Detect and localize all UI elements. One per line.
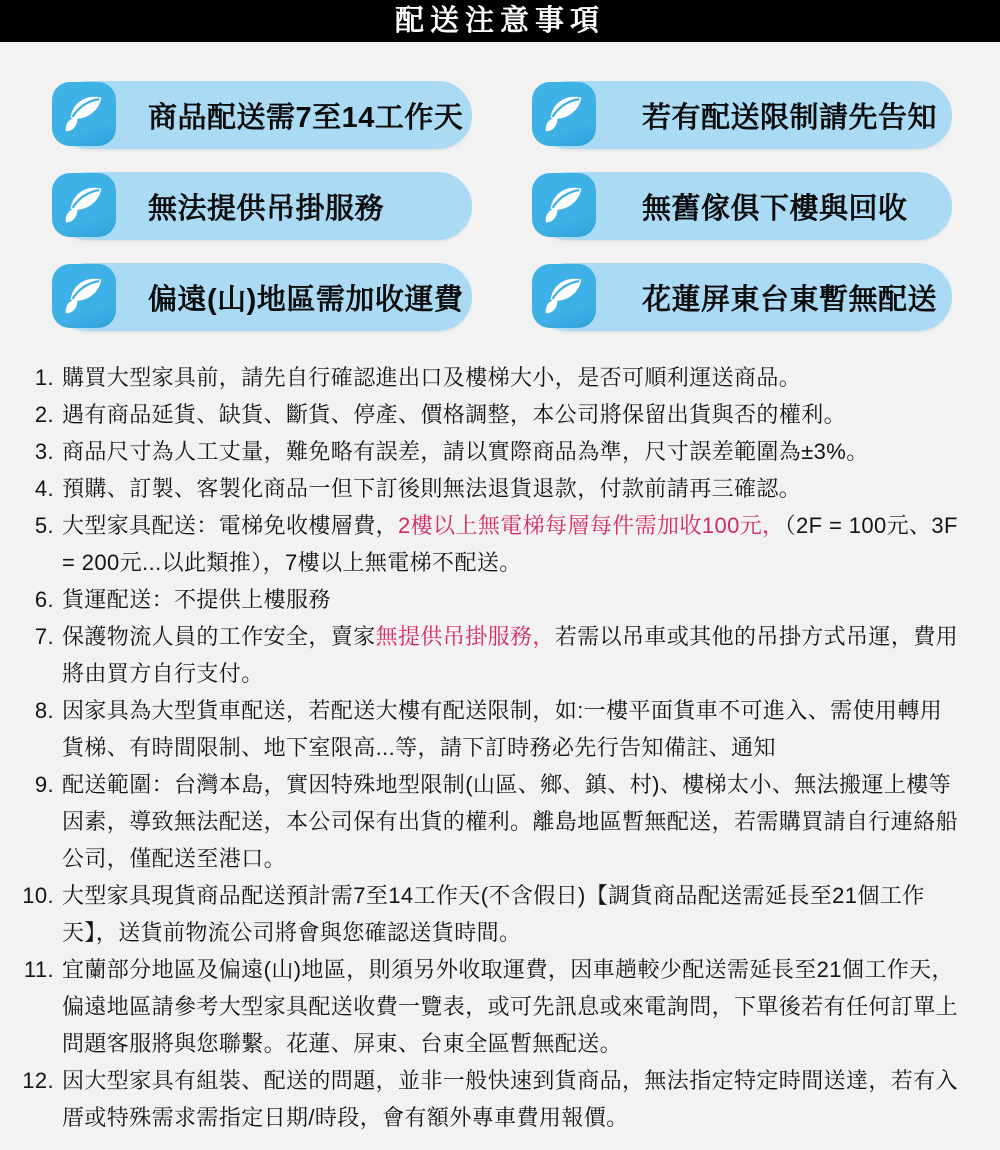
leaf-icon	[532, 82, 596, 146]
badge-label: 商品配送需7至14工作天	[148, 101, 464, 134]
note-item	[10, 951, 960, 1062]
leaf-icon	[532, 264, 596, 328]
note-number: 5.	[34, 513, 54, 538]
note-number: 3.	[34, 439, 54, 464]
note-text: 預購、訂製、客製化商品一但下訂後則無法退貨退款，付款前請再三確認。	[62, 476, 802, 501]
note-item	[10, 581, 960, 618]
leaf-icon	[52, 82, 116, 146]
note-number: 1.	[34, 365, 54, 390]
badge-1	[48, 80, 472, 150]
note-item	[10, 692, 960, 766]
header-bar	[0, 0, 1000, 42]
note-number: 8.	[34, 698, 54, 723]
note-number: 6.	[34, 587, 54, 612]
note-text: 遇有商品延貨、缺貨、斷貨、停產、價格調整，本公司將保留出貨與否的權利。	[62, 402, 847, 427]
note-text-highlight: 無提供吊掛服務，	[375, 624, 555, 649]
badge-grid	[48, 80, 952, 332]
note-number: 2.	[34, 402, 54, 427]
note-item	[10, 618, 960, 692]
note-item	[10, 433, 960, 470]
page-title: 配送注意事項	[394, 4, 605, 37]
badge-2	[528, 80, 952, 150]
note-text-highlight: 2樓以上無電梯每層每件需加收100元，	[398, 513, 785, 538]
leaf-icon	[52, 173, 116, 237]
note-text: 商品尺寸為人工丈量，難免略有誤差，請以實際商品為準，尺寸誤差範圍為±3%。	[62, 439, 869, 464]
note-text: （2F = 100元、3F = 200元...以此類推），7樓以上無電梯不配送。	[62, 513, 958, 575]
note-text: 因家具為大型貨車配送，若配送大樓有配送限制，如:一樓平面貨車不可進入、需使用轉用貨梯、有時間限制、地下室限高...等，請下訂時務必先行告知備註、通知	[62, 698, 943, 760]
badge-3	[48, 171, 472, 241]
note-text: 宜蘭部分地區及偏遠(山)地區，則須另外收取運費，因車趟較少配送需延長至21個工作天，偏遠地區請參考大型家具配送收費一覽表，或可先訊息或來電詢問，下單後若有任何訂單上問題客服將與您聯繫。花蓮、屏東、台東全區暫無配送。	[62, 957, 959, 1056]
badge-6	[528, 262, 952, 332]
note-number: 7.	[34, 624, 54, 649]
note-item	[10, 396, 960, 433]
note-text: 大型家具現貨商品配送預計需7至14工作天(不含假日)【調貨商品配送需延長至21個工作天】，送貨前物流公司將會與您確認送貨時間。	[62, 883, 925, 945]
badge-label: 偏遠(山)地區需加收運費	[148, 283, 464, 316]
note-number: 11.	[23, 957, 54, 982]
note-number: 9.	[34, 772, 54, 797]
badge-label: 無舊傢俱下樓與回收	[642, 192, 908, 225]
badge-label: 若有配送限制請先告知	[642, 101, 938, 134]
note-text: 購買大型家具前，請先自行確認進出口及樓梯大小，是否可順利運送商品。	[62, 365, 802, 390]
leaf-icon	[52, 264, 116, 328]
note-text: 因大型家具有組裝、配送的問題，並非一般快速到貨商品，無法指定特定時間送達，若有入厝或特殊需求需指定日期/時段，會有額外專車費用報價。	[62, 1068, 959, 1130]
note-item	[10, 877, 960, 951]
badge-4	[528, 171, 952, 241]
note-number: 12.	[22, 1068, 54, 1093]
note-number: 10.	[22, 883, 54, 908]
notes-list	[10, 359, 960, 1136]
note-item	[10, 359, 960, 396]
note-text: 若需以吊車或其他的吊掛方式吊運，費用將由買方自行支付。	[62, 624, 959, 686]
badge-label: 花蓮屏東台東暫無配送	[642, 283, 938, 316]
note-item	[10, 507, 960, 581]
leaf-icon	[532, 173, 596, 237]
note-item	[10, 1062, 960, 1136]
note-number: 4.	[34, 476, 54, 501]
note-text: 大型家具配送：電梯免收樓層費，	[62, 513, 399, 538]
note-text: 貨運配送：不提供上樓服務	[62, 587, 331, 612]
note-text: 配送範圍：台灣本島，實因特殊地型限制(山區、鄉、鎮、村)、樓梯太小、無法搬運上樓等因素，導致無法配送，本公司保有出貨的權利。離島地區暫無配送，若需購買請自行連絡船公司，僅配送至港口。	[62, 772, 959, 871]
note-text: 保護物流人員的工作安全，賣家	[62, 624, 376, 649]
badge-5	[48, 262, 472, 332]
badge-label: 無法提供吊掛服務	[148, 192, 385, 225]
note-item	[10, 766, 960, 877]
note-item	[10, 470, 960, 507]
